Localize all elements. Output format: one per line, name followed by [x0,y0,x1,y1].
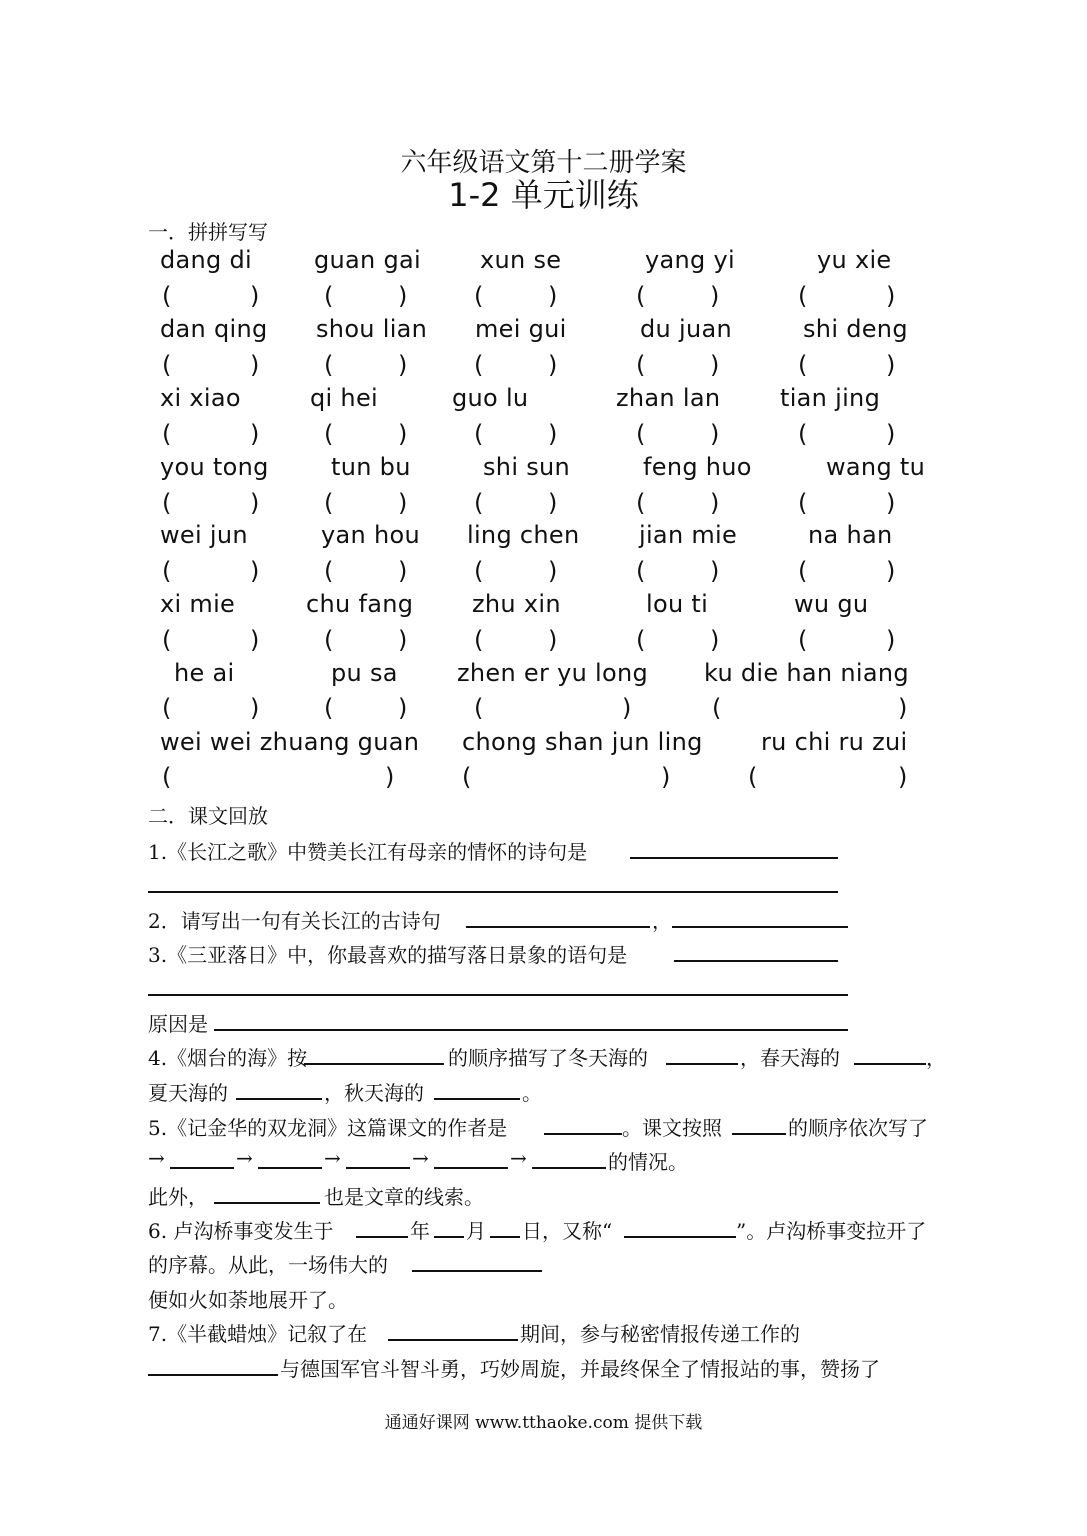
question-6-part: 月 [466,1219,486,1243]
pinyin-item: wei jun [160,521,248,549]
section-1-heading: 一．拼拼写写 [148,220,268,244]
answer-blank[interactable] [624,1236,736,1238]
paren-open: ( [636,489,646,517]
answer-blank[interactable] [148,1374,278,1376]
question-1: 1.《长江之歌》中赞美长江有母亲的情怀的诗句是 [148,840,588,864]
question-4-part: 夏天海的 [148,1081,228,1105]
paren-close: ) [710,351,720,379]
paren-close: ) [710,282,720,310]
paren-close: ) [548,489,558,517]
answer-blank[interactable] [434,1236,464,1238]
paren-open: ( [474,420,484,448]
answer-blank[interactable] [304,1063,444,1065]
paren-close: ) [886,351,896,379]
paren-open: ( [798,557,808,585]
question-6-part: 的序幕。从此，一场伟大的 [148,1253,388,1277]
paren-close: ) [250,489,260,517]
paren-close: ) [898,694,908,722]
pinyin-item: zhu xin [472,590,561,618]
answer-blank[interactable] [854,1063,926,1065]
paren-open: ( [162,489,172,517]
paren-open: ( [324,420,334,448]
question-4-part: 的顺序描写了冬天海的 [448,1046,648,1070]
pinyin-item: feng huo [643,453,752,481]
pinyin-item: dan qing [160,315,268,343]
paren-open: ( [324,282,334,310]
pinyin-item: zhan lan [616,384,721,412]
paren-open: ( [474,626,484,654]
paren-close: ) [250,420,260,448]
paren-open: ( [636,351,646,379]
paren-open: ( [636,557,646,585]
pinyin-item: shi sun [483,453,571,481]
paren-close: ) [398,282,408,310]
answer-blank[interactable] [258,1167,322,1169]
question-4-part: ，春天海的 [740,1046,840,1070]
question-6-part: ”。卢沟桥事变拉开了 [736,1219,927,1243]
paren-close: ) [250,694,260,722]
arrow: → [148,1146,165,1170]
pinyin-item: tun bu [331,453,411,481]
answer-blank[interactable] [434,1167,508,1169]
answer-blank[interactable] [666,1063,738,1065]
paren-close: ) [886,420,896,448]
paren-close: ) [898,763,908,791]
paren-open: ( [636,626,646,654]
answer-blank[interactable] [466,926,650,928]
paren-close: ) [886,282,896,310]
paren-close: ) [398,694,408,722]
pinyin-item: dang di [160,246,253,274]
paren-open: ( [798,626,808,654]
arrow: → [412,1146,429,1170]
pinyin-item: du juan [640,315,732,343]
paren-open: ( [636,282,646,310]
pinyin-item: ling chen [467,521,580,549]
pinyin-item: jian mie [639,521,738,549]
pinyin-item: wei wei zhuang guan [160,728,420,756]
pinyin-item: na han [808,521,893,549]
pinyin-item: ru chi ru zui [761,728,908,756]
pinyin-item: chong shan jun ling [462,728,703,756]
paren-open: ( [636,420,646,448]
paren-close: ) [398,420,408,448]
paren-close: ) [250,351,260,379]
paren-open: ( [324,489,334,517]
paren-open: ( [798,420,808,448]
paren-close: ) [661,763,671,791]
pinyin-item: yang yi [645,246,735,274]
paren-open: ( [162,694,172,722]
pinyin-item: wu gu [794,590,869,618]
paren-close: ) [548,557,558,585]
pinyin-item: xi xiao [160,384,241,412]
arrow: → [236,1146,253,1170]
pinyin-item: ku die han niang [704,659,909,687]
question-4-part: 4.《烟台的海》按 [148,1046,308,1070]
paren-close: ) [710,489,720,517]
question-4-part: 。 [522,1081,542,1105]
answer-blank[interactable] [148,891,838,893]
answer-blank[interactable] [388,1339,518,1341]
answer-blank[interactable] [532,1167,606,1169]
question-7-part: 与德国军官斗智斗勇，巧妙周旋，并最终保全了情报站的事，赞扬了 [280,1357,880,1381]
paren-close: ) [398,351,408,379]
document-subtitle: 1-2 单元训练 [448,176,639,214]
question-5-part: 5.《记金华的双龙洞》这篇课文的作者是 [148,1116,508,1140]
paren-open: ( [712,694,722,722]
answer-blank[interactable] [412,1270,542,1272]
paren-open: ( [798,282,808,310]
pinyin-item: yu xie [817,246,892,274]
paren-open: ( [324,694,334,722]
question-5-part: 的顺序依次写了 [788,1116,928,1140]
answer-blank[interactable] [214,1029,848,1031]
pinyin-item: lou ti [646,590,709,618]
paren-close: ) [886,626,896,654]
paren-close: ) [250,626,260,654]
paren-close: ) [548,420,558,448]
paren-open: ( [162,763,172,791]
paren-open: ( [474,351,484,379]
paren-open: ( [474,557,484,585]
pinyin-item: you tong [160,453,269,481]
question-4-part: ， [926,1046,946,1070]
paren-close: ) [886,557,896,585]
pinyin-item: qi hei [310,384,378,412]
paren-open: ( [162,557,172,585]
answer-blank[interactable] [148,994,848,996]
section-2-heading: 二．课文回放 [148,804,268,828]
paren-open: ( [798,351,808,379]
paren-close: ) [385,763,395,791]
pinyin-item: mei gui [475,315,567,343]
paren-close: ) [398,626,408,654]
question-2: 2．请写出一句有关长江的古诗句 [148,909,441,933]
paren-open: ( [324,557,334,585]
paren-close: ) [398,557,408,585]
paren-open: ( [324,626,334,654]
pinyin-item: shou lian [316,315,428,343]
question-7-part: 7.《半截蜡烛》记叙了在 [148,1322,368,1346]
pinyin-item: xun se [480,246,562,274]
paren-close: ) [710,626,720,654]
question-5-part: 的情况。 [608,1150,688,1174]
question-5-part: 。课文按照 [622,1116,722,1140]
pinyin-item: shi deng [803,315,908,343]
pinyin-item: guan gai [314,246,422,274]
paren-open: ( [474,489,484,517]
pinyin-item: pu sa [331,659,398,687]
answer-blank[interactable] [672,926,848,928]
question-7-part: 期间，参与秘密情报传递工作的 [520,1322,800,1346]
paren-close: ) [548,351,558,379]
paren-open: ( [324,351,334,379]
pinyin-item: he ai [174,659,235,687]
pinyin-item: zhen er yu long [457,659,649,687]
paren-open: ( [162,351,172,379]
question-6-part: 年 [410,1219,430,1243]
answer-blank[interactable] [490,1236,520,1238]
question-5-part: 此外， [148,1185,208,1209]
paren-open: ( [162,282,172,310]
document-title: 六年级语文第十二册学案 [400,148,687,178]
question-3: 3.《三亚落日》中，你最喜欢的描写落日景象的语句是 [148,943,628,967]
question-5-part: 也是文章的线索。 [324,1185,484,1209]
answer-blank[interactable] [356,1236,408,1238]
arrow: → [324,1146,341,1170]
answer-blank[interactable] [236,1098,322,1100]
paren-close: ) [548,626,558,654]
paren-close: ) [710,557,720,585]
pinyin-item: yan hou [321,521,420,549]
paren-close: ) [250,557,260,585]
question-6-part: 日，又称“ [522,1219,613,1243]
paren-open: ( [462,763,472,791]
answer-blank[interactable] [732,1133,786,1135]
paren-close: ) [622,694,632,722]
paren-close: ) [250,282,260,310]
paren-close: ) [886,489,896,517]
paren-open: ( [798,489,808,517]
answer-blank[interactable] [346,1167,410,1169]
answer-blank[interactable] [630,857,838,859]
answer-blank[interactable] [434,1098,520,1100]
answer-blank[interactable] [544,1133,622,1135]
paren-close: ) [710,420,720,448]
answer-blank[interactable] [674,960,838,962]
question-6-part: 便如火如荼地展开了。 [148,1288,348,1312]
pinyin-item: wang tu [826,453,926,481]
paren-close: ) [548,282,558,310]
paren-open: ( [748,763,758,791]
pinyin-item: xi mie [160,590,236,618]
answer-blank[interactable] [170,1167,234,1169]
pinyin-item: guo lu [452,384,529,412]
answer-blank[interactable] [214,1202,320,1204]
paren-open: ( [162,420,172,448]
paren-close: ) [398,489,408,517]
pinyin-item: tian jing [780,384,881,412]
question-4-part: ，秋天海的 [324,1081,424,1105]
footer-note: 通通好课网 www.tthaoke.com 提供下载 [384,1413,703,1433]
comma: ， [652,909,672,933]
pinyin-item: chu fang [306,590,414,618]
arrow: → [510,1146,527,1170]
question-3-reason: 原因是 [148,1012,208,1036]
paren-open: ( [162,626,172,654]
question-6-part: 6. 卢沟桥事变发生于 [148,1219,334,1243]
paren-open: ( [474,282,484,310]
paren-open: ( [474,694,484,722]
